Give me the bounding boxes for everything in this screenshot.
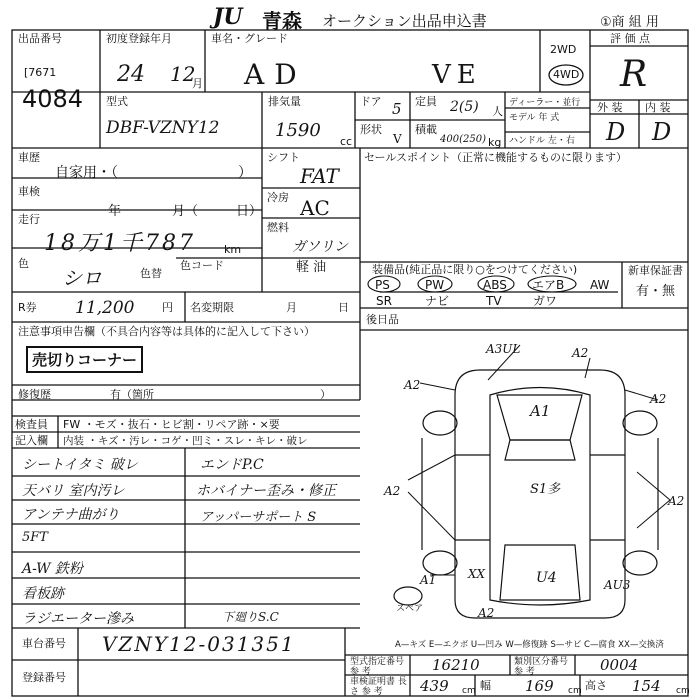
shift-value: FAT [300, 164, 339, 188]
color-value: シロ [62, 266, 102, 290]
lot-no-label: 出品番号 [18, 32, 62, 45]
disp-unit: cc [340, 135, 353, 148]
model-value: DBF-VZNY12 [106, 118, 220, 138]
doors-value: 5 [392, 100, 402, 118]
remark-left: アンテナ曲がり [22, 507, 120, 523]
ac-value: AC [300, 196, 330, 220]
fuel-gasoline: ガソリン [292, 239, 348, 255]
damage-mark: A3UL [486, 342, 521, 356]
equip-gawa: ガワ [533, 294, 558, 308]
damage-mark: U4 [536, 570, 557, 586]
logo: JU [213, 4, 243, 30]
lot-sub: [7671 [24, 66, 57, 79]
history-close: ） [238, 165, 252, 181]
equip-airbag: エアB [532, 278, 565, 292]
equip-tv: TV [486, 294, 502, 308]
cap-unit: 人 [492, 105, 503, 118]
car-name: AD [244, 58, 307, 91]
int-grade: D [652, 118, 672, 146]
first-reg-month: 12 [170, 62, 196, 86]
damage-legend: A—キズ E—エクボ U—凹み W—修復跡 S—サビ C—腐食 XX—交換済 [395, 640, 664, 650]
equip-ps: PS [375, 278, 390, 292]
model-label: 型式 [106, 95, 128, 108]
equipment-label: 装備品(純正品に限り○をつけてください) [372, 263, 578, 276]
equip-navi: ナビ [425, 294, 450, 308]
load-unit: kg [488, 136, 502, 149]
remark-right: エンドP.C [200, 457, 264, 473]
fuel-diesel: 軽 油 [296, 260, 327, 275]
warranty-value: 有・無 [636, 284, 676, 299]
damage-mark: A2 [478, 606, 495, 620]
color-label: 色 [18, 257, 29, 270]
inspect-label: 車検 [18, 185, 40, 198]
damage-mark: AU3 [604, 578, 631, 592]
disp-value: 1590 [275, 120, 321, 141]
drive-2wd: 2WD [550, 43, 577, 56]
remark-left: 天バリ 室内汚レ [22, 483, 125, 499]
name-change-day: 日 [338, 301, 349, 314]
warranty-label: 新車保証書 [628, 264, 683, 277]
remark-left: 看板跡 [22, 586, 64, 602]
ext-label: 外 装 [597, 101, 623, 114]
recycle-label: R券 [18, 301, 37, 314]
mileage-unit: km [224, 243, 242, 256]
remark-right: 下廻りS.C [222, 610, 279, 624]
dealer-label: ディーラー・並行 [509, 98, 581, 108]
damage-mark: A2 [404, 378, 421, 392]
model-code-label: 型式指定番号 参 考 [350, 657, 405, 677]
remark-left: ラジエーター滲み [22, 611, 134, 627]
width-unit: cm [568, 686, 582, 696]
name-change-label: 名変期限 [190, 301, 234, 314]
ext-grade: D [606, 118, 626, 146]
name-change-month: 月 [286, 301, 297, 314]
equip-abs: ABS [483, 278, 507, 292]
load-label: 積載 [415, 123, 437, 136]
disp-label: 排気量 [268, 95, 301, 108]
height-value: 154 [632, 677, 661, 695]
score-value: R [620, 54, 648, 95]
mileage-label: 走行 [18, 213, 40, 226]
sold-stamp: 売切りコーナー [26, 346, 143, 373]
length-unit: cm [462, 686, 476, 696]
org-name: 青森 [262, 9, 302, 33]
damage-mark: XX [468, 567, 486, 581]
load-value: 400(250) [440, 134, 486, 145]
damage-mark: A2 [384, 484, 401, 498]
equip-sr: SR [376, 294, 392, 308]
shift-label: シフト [267, 151, 300, 164]
lot-number: 4084 [22, 85, 84, 113]
width-label: 幅 [480, 679, 491, 692]
mileage-value: 18万1千787 [44, 231, 196, 256]
spare-label: スペア [396, 604, 424, 614]
sales-point-label: セールスポイント（正常に機能するものに限ります） [364, 151, 628, 164]
fuel-label: 燃料 [267, 221, 289, 234]
int-label: 内 装 [645, 101, 671, 114]
reg-no-label: 登録番号 [22, 671, 66, 684]
inspector-exterior: FW ・モズ・抜石・ヒビ割・リペア跡・×要 [63, 418, 280, 431]
damage-mark: A1 [530, 402, 551, 420]
height-label: 高さ [585, 679, 607, 692]
score-label: 評 価 点 [610, 32, 650, 45]
month-unit: 月 [192, 77, 203, 90]
repair-close: ） [320, 388, 331, 401]
ac-label: 冷房 [267, 191, 289, 204]
color-code-label: 色コード [180, 259, 224, 272]
color-change-label: 色替 [140, 267, 162, 280]
drive-4wd: 4WD [553, 68, 580, 81]
history-value: 自家用・（ [55, 165, 118, 181]
inspect-day: 日） [236, 204, 263, 219]
inspector-label: 検査員 [15, 418, 48, 431]
notes-label: 注意事項申告欄（不具合内容等は具体的に記入して下さい） [18, 325, 315, 338]
car-grade: VE [432, 60, 482, 90]
rear-items-label: 後日品 [366, 313, 399, 326]
shape-label: 形状 [360, 123, 382, 136]
model-year-label: モデル 年 式 [509, 113, 560, 123]
form-title: オークション出品申込書 [322, 12, 487, 30]
history-label: 車歴 [18, 151, 40, 164]
recycle-unit: 円 [162, 301, 173, 314]
model-code: 16210 [432, 656, 480, 674]
chassis-label: 車台番号 [22, 637, 66, 650]
shape-value: V [393, 132, 402, 146]
cap-label: 定員 [415, 95, 437, 108]
doors-label: ドア [360, 95, 382, 108]
cap-value: 2(5) [450, 99, 479, 115]
class-code: 0004 [600, 656, 639, 674]
inspect-month: 月（ [172, 204, 199, 219]
length-label: 車検証明書 長さ 参 考 [350, 677, 407, 697]
damage-mark: A1 [420, 573, 437, 587]
remark-right: ホバイナー歪み・修正 [196, 483, 336, 499]
first-reg-label: 初度登録年月 [106, 32, 172, 45]
remark-left: シートイタミ 破レ [22, 457, 138, 473]
inspect-year: 年 [108, 204, 122, 219]
damage-mark: A2 [572, 346, 589, 360]
inspector-entry-label: 記入欄 [15, 434, 48, 447]
recycle-value: 11,200 [75, 298, 135, 318]
damage-mark: A2 [668, 494, 685, 508]
height-unit: cm [676, 686, 690, 696]
damage-mark: S1多 [530, 482, 561, 497]
handle-label: ハンドル 左・右 [509, 136, 575, 146]
equip-pw: PW [425, 278, 445, 292]
remark-left: A-W 鉄粉 [22, 561, 83, 577]
damage-mark: A2 [650, 392, 667, 406]
repair-label: 修復歴 [18, 388, 51, 401]
length-value: 439 [420, 677, 449, 695]
first-reg-year: 24 [117, 62, 145, 87]
remark-left: 5FT [22, 530, 48, 545]
repair-value: 有（箇所 [110, 388, 154, 401]
equip-aw: AW [590, 278, 610, 292]
chassis-value: VZNY12-031351 [102, 632, 296, 656]
remark-right: アッパーサポート S [200, 510, 317, 525]
width-value: 169 [525, 677, 554, 695]
slip-type: ①商 組 用 [600, 15, 659, 30]
inspector-interior: 内装 ・キズ・汚レ・コゲ・凹ミ・スレ・キレ・破レ [63, 435, 308, 447]
car-name-label: 車名・グレード [211, 32, 288, 45]
class-code-label: 類別区分番号 参 考 [514, 657, 569, 677]
